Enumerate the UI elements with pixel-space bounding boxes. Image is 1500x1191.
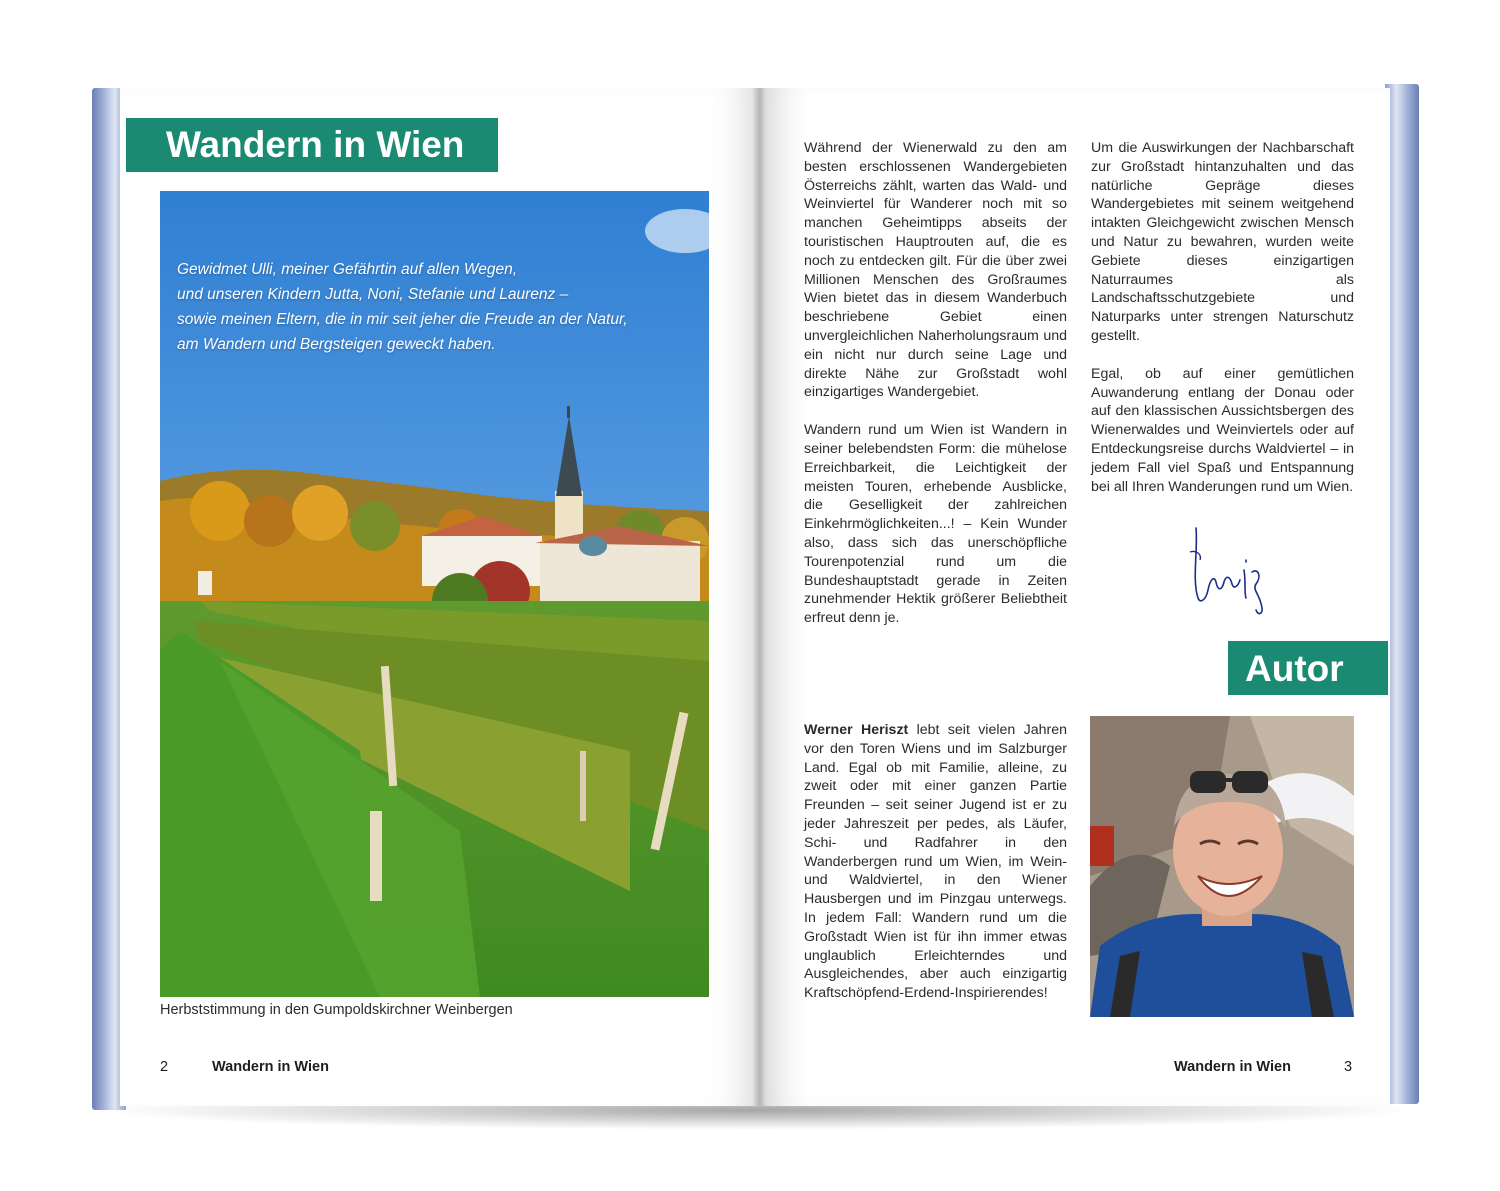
text-column-a xyxy=(804,139,1067,647)
page-number-right: 3 xyxy=(1344,1059,1353,1075)
page-number-left: 2 xyxy=(160,1059,169,1075)
running-head-right: Wandern in Wien xyxy=(1174,1059,1291,1075)
paragraph: Egal, ob auf einer gemütlichen Auwanderung entlang der Donau oder auf den klassischen Aussichtsbergen des Wienerwaldes und Weinviertels oder auf Entdeckungsreise durchs Waldviertel – in jedem Fall viel Spaß und Entspannung bei all Ihren Wanderungen rund um Wien. xyxy=(1091,365,1354,495)
text-column-b xyxy=(1091,139,1354,515)
paragraph: Während der Wienerwald zu den am besten erschlossenen Wandergebieten Österreichs zählt, warten das Wald- und Weinviertel für Wanderer noch mit so manchen Geheimtipps abseits der touristischen Hauptrouten auf, die es noch zu entdecken gilt. Für die über zwei Millionen Menschen des Großraumes Wien bietet das in diesem Wanderbuch beschriebene Gebiet einen unvergleichlichen Naherholungsraum und ein nicht nur durch seine Lage und direkte Nähe zur Großstadt wohl einzigartiges Wandergebiet. xyxy=(804,140,1067,401)
author-signature xyxy=(1186,520,1270,620)
dedication-text xyxy=(177,257,667,357)
running-head-left: Wandern in Wien xyxy=(212,1059,329,1075)
dedication-line: Gewidmet Ulli, meiner Gefährtin auf allen Wegen, xyxy=(177,261,518,278)
paragraph: Wandern rund um Wien ist Wandern in seiner belebendsten Form: die mühelose Erreichbarkeit, die Leichtigkeit der meisten Touren, erhebende Ausblicke, die Geselligkeit der zahlreichen Einkehrmöglichkeiten...! – Kein Wunder also, dass sich das unerschöpfliche Tourenpotenzial rund um die Bundeshauptstadt gerade in Zeiten zunehmender Hektik größerer Beliebtheit erfreut denn je. xyxy=(804,422,1067,627)
section-title-author: Autor xyxy=(1228,641,1388,695)
dedication-line: sowie meinen Eltern, die in mir seit jeher die Freude an der Natur, xyxy=(177,311,628,328)
author-photo xyxy=(1090,716,1354,1017)
book-gutter xyxy=(752,88,766,1106)
photo-caption: Herbststimmung in den Gumpoldskirchner Weinbergen xyxy=(160,1002,513,1018)
dedication-line: und unseren Kindern Jutta, Noni, Stefanie und Laurenz – xyxy=(177,286,569,303)
book-right-edge xyxy=(1385,84,1419,1104)
dedication-line: am Wandern und Bergsteigen geweckt haben. xyxy=(177,336,496,353)
paragraph: Um die Auswirkungen der Nachbarschaft zur Großstadt hintanzuhalten und das natürliche Gepräge dieses Wandergebietes mit seinem weitgehend intakten Gleichgewicht zwischen Mensch und Natur zu bewahren, wurden weite Gebiete dieses einzigartigen Naturraumes als Landschaftsschutzgebiete und Naturparks unter strengen Naturschutz gestellt. xyxy=(1091,140,1354,344)
page-title: Wandern in Wien xyxy=(126,118,498,172)
author-bio-text: lebt seit vielen Jahren vor den Toren Wiens und im Salzburger Land. Egal ob mit Familie, alleine, zu zweit oder mit einer ganzen Partie Freunden – seit seiner Jugend ist er zu jeder Jahreszeit per pedes, als Läufer, Schi- und Radfahrer in den Wanderbergen rund um Wien, im Wein- und Waldviertel, in den Wiener Hausbergen und im Pinzgau unterwegs. In jedem Fall: Wandern rund um die Großstadt Wien ist für ihn immer etwas unglaublich Erleichterndes und Ausgleichendes, aber auch einzigartig Kraftschöpfend-Erdend-Inspirierendes! xyxy=(804,722,1067,1002)
author-name: Werner Heriszt xyxy=(804,722,909,738)
author-bio xyxy=(804,721,1067,1003)
